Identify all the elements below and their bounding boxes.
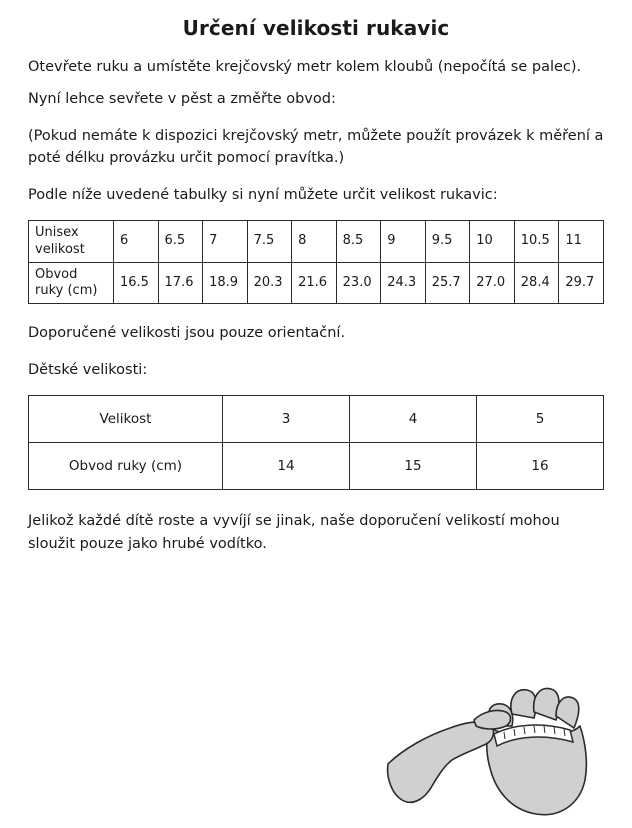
cell-circ-0: 16.5 bbox=[114, 262, 159, 304]
kids-cell-circ-0: 14 bbox=[223, 443, 350, 490]
cell-circ-4: 21.6 bbox=[292, 262, 337, 304]
table-row bbox=[29, 221, 604, 263]
table-row bbox=[29, 262, 604, 304]
cell-size-6: 9 bbox=[381, 221, 426, 263]
intro-paragraph-2: Nyní lehce sevřete v pěst a změřte obvod: bbox=[28, 91, 336, 108]
kids-cell-circ-2: 16 bbox=[477, 443, 604, 490]
cell-size-10: 11 bbox=[559, 221, 604, 263]
cell-size-2: 7 bbox=[203, 221, 248, 263]
cell-circ-2: 18.9 bbox=[203, 262, 248, 304]
cell-circ-1: 17.6 bbox=[158, 262, 203, 304]
row-header-hand-circumference: Obvod ruky (cm) bbox=[29, 262, 114, 304]
intro-paragraph-1: Otevřete ruku a umístěte krejčovský metr kolem kloubů (nepočítá se palec). bbox=[28, 59, 582, 75]
cell-circ-9: 28.4 bbox=[514, 262, 559, 304]
recommendation-paragraph: Doporučené velikosti jsou pouze orientační. bbox=[28, 325, 346, 342]
cell-circ-3: 20.3 bbox=[247, 262, 292, 304]
kids-row-header-circumference: Obvod ruky (cm) bbox=[29, 443, 223, 490]
cell-circ-7: 25.7 bbox=[425, 262, 470, 304]
cell-circ-10: 29.7 bbox=[559, 262, 604, 304]
page-title: Určení velikosti rukavic bbox=[182, 16, 450, 40]
note-paragraph: (Pokud nemáte k dispozici krejčovský metr, můžete použít provázek k měření a poté délku provázku určit pomocí pravítka.) bbox=[28, 127, 604, 167]
cell-size-4: 8 bbox=[292, 221, 337, 263]
cell-size-7: 9.5 bbox=[425, 221, 470, 263]
kids-row-header-size: Velikost bbox=[29, 396, 223, 443]
kids-note-paragraph: Jelikož každé dítě roste a vyvíjí se jinak, naše doporučení velikostí mohou sloužit pouze jako hrubé vodítko. bbox=[28, 513, 560, 552]
cell-size-5: 8.5 bbox=[336, 221, 381, 263]
row-header-unisex-size: Unisex velikost bbox=[29, 221, 114, 263]
kids-size-table bbox=[28, 395, 604, 490]
cell-circ-8: 27.0 bbox=[470, 262, 515, 304]
cell-size-1: 6.5 bbox=[158, 221, 203, 263]
table-lead-paragraph: Podle níže uvedené tabulky si nyní můžete určit velikost rukavic: bbox=[28, 186, 498, 203]
kids-cell-size-1: 4 bbox=[350, 396, 477, 443]
cell-size-8: 10 bbox=[470, 221, 515, 263]
unisex-size-table bbox=[28, 220, 604, 304]
kids-cell-size-2: 5 bbox=[477, 396, 604, 443]
kids-cell-circ-1: 15 bbox=[350, 443, 477, 490]
table-row bbox=[29, 443, 604, 490]
cell-size-3: 7.5 bbox=[247, 221, 292, 263]
cell-circ-5: 23.0 bbox=[336, 262, 381, 304]
cell-circ-6: 24.3 bbox=[381, 262, 426, 304]
table-row bbox=[29, 396, 604, 443]
cell-size-9: 10.5 bbox=[514, 221, 559, 263]
kids-lead-paragraph: Dětské velikosti: bbox=[28, 361, 148, 378]
kids-cell-size-0: 3 bbox=[223, 396, 350, 443]
cell-size-0: 6 bbox=[114, 221, 159, 263]
hand-measuring-illustration bbox=[374, 668, 614, 828]
